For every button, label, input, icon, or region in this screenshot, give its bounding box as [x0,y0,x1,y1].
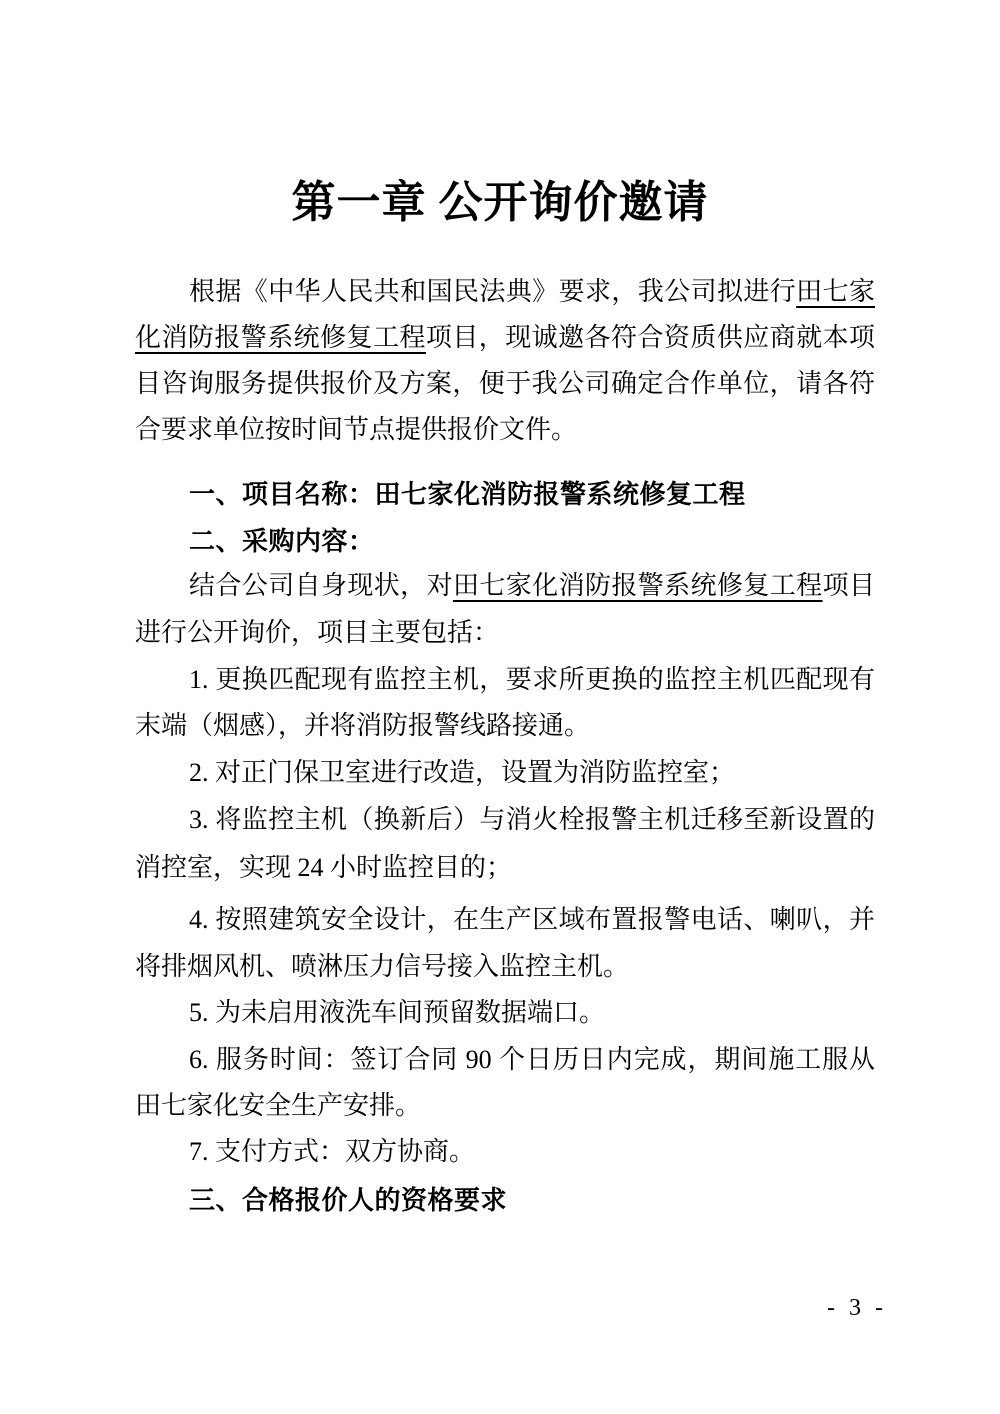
chapter-title: 第一章 公开询价邀请 [291,178,709,227]
text-segment: 4. 按照建筑安全设计，在生产区域布置报警电话、喇叭，并 [189,905,875,934]
text-segment: 7. 支付方式：双方协商。 [189,1137,476,1166]
heading-project-name [135,474,875,514]
item-2 [135,753,875,793]
text-segment: 目咨询服务提供报价及方案，便于我公司确定合作单位，请各符 [135,369,875,398]
p1-line-1 [135,272,875,312]
item-5 [135,993,875,1033]
text-segment: 项目，现诚邀各符合资质供应商就本项 [425,323,875,352]
heading-procurement-content [135,521,875,561]
p1-line-2 [135,318,875,358]
text-segment: 6. 服务时间：签订合同 90 个日历日内完成，期间施工服从 [189,1045,875,1074]
underlined-project-name: 田七家 [796,277,875,306]
heading-text: 一、项目名称：田七家化消防报警系统修复工程 [189,479,746,509]
text-segment: 1. 更换匹配现有监控主机，要求所更换的监控主机匹配现有 [189,665,875,694]
p2-line-1 [135,566,875,606]
item-3-line-1 [135,800,875,840]
item-1-line-1 [135,660,875,700]
text-segment: 消控室，实现 24 小时监控目的； [135,853,513,882]
item-1-line-2 [135,706,875,746]
item-7 [135,1132,875,1172]
text-segment: 3. 将监控主机（换新后）与消火栓报警主机迁移至新设置的 [189,805,875,834]
p1-line-3 [135,364,875,404]
item-4-line-1 [135,900,875,940]
text-segment: 5. 为未启用液洗车间预留数据端口。 [189,998,606,1027]
text-segment: 根据《中华人民共和国民法典》要求，我公司拟进行 [189,277,797,306]
text-segment: 末端（烟感），并将消防报警线路接通。 [135,711,591,740]
item-6-line-1 [135,1040,875,1080]
item-4-line-2 [135,947,875,987]
text-segment: 项目 [822,571,875,600]
text-segment: 进行公开询价，项目主要包括： [135,618,500,647]
page-number: - 3 - [827,1295,887,1321]
item-3-line-2 [135,848,875,888]
text-segment: 结合公司自身现状，对 [189,571,453,600]
text-segment: 田七家化安全生产安排。 [135,1091,422,1120]
underlined-project-name: 化消防报警系统修复工程 [135,323,426,352]
text-segment: 合要求单位按时间节点提供报价文件。 [135,415,578,444]
p2-line-2 [135,613,875,653]
heading-bidder-qualifications [135,1180,875,1220]
underlined-project-name: 田七家化消防报警系统修复工程 [452,571,823,600]
heading-text: 二、采购内容： [189,526,375,556]
heading-text: 三、合格报价人的资格要求 [189,1185,508,1215]
p1-line-4 [135,410,875,450]
text-segment: 2. 对正门保卫室进行改造，设置为消防监控室； [189,758,736,787]
text-segment: 将排烟风机、喷淋压力信号接入监控主机。 [135,952,630,981]
item-6-line-2 [135,1086,875,1126]
